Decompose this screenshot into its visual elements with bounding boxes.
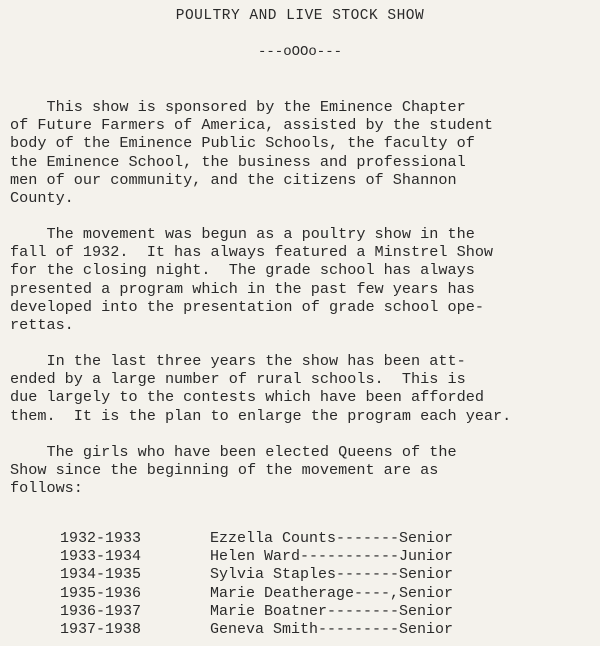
queen-entry: Geneva Smith---------Senior [210,621,454,639]
queen-row [60,585,453,603]
paragraph-history [10,225,595,334]
text-line: the Eminence School, the business and professional [10,152,466,171]
text-line: County. [10,189,74,208]
text-line: In the last three years the show has been att- [10,352,466,370]
text-line: developed into the presentation of grade school ope- [10,297,484,316]
queen-entry: Marie Boatner--------Senior [210,602,454,620]
text-line: body of the Eminence Public Schools, the faculty of [10,134,475,153]
queen-years: 1934-1935 [60,566,142,584]
text-line: for the closing night. The grade school has always [10,261,475,280]
text-line: The movement was begun as a poultry show in the [10,225,475,243]
queen-row [60,566,453,584]
queen-years: 1936-1937 [60,602,142,620]
page-title: POULTRY AND LIVE STOCK SHOW [175,8,425,24]
text-line: them. It is the plan to enlarge the program each year. [10,406,512,425]
queen-entry: Helen Ward-----------Junior [210,548,454,566]
text-line: fall of 1932. It has always featured a Minstrel Show [10,243,494,262]
paragraph-attendance [10,352,595,425]
queen-row [60,548,453,566]
queen-years: 1937-1938 [60,621,142,639]
paragraph-sponsors [10,98,595,207]
queens-list [60,530,453,639]
text-line: ended by a large number of rural schools. This is [10,370,466,389]
text-line: presented a program which in the past few years has [10,279,475,298]
queen-entry: Marie Deatherage----,Senior [210,584,454,602]
queen-row [60,530,453,548]
text-line: follows: [10,479,83,498]
title-divider: ---oOOo--- [257,44,342,60]
queen-row [60,621,453,639]
queen-entry: Sylvia Staples-------Senior [210,566,454,584]
paragraph-queens-intro [10,443,595,498]
text-line: This show is sponsored by the Eminence Chapter [10,98,466,116]
queen-entry: Ezzella Counts-------Senior [210,530,454,547]
text-line: The girls who have been elected Queens of the [10,443,457,461]
queen-years: 1933-1934 [60,548,142,566]
text-line: men of our community, and the citizens of Shannon [10,170,457,189]
text-line: due largely to the contests which have been afforded [10,388,484,407]
text-line: rettas. [10,316,74,335]
text-line: of Future Farmers of America, assisted by the student [10,116,494,135]
queen-row [60,603,453,621]
queen-years: 1932-1933 [60,530,142,547]
queen-years: 1935-1936 [60,584,142,602]
text-line: Show since the beginning of the movement are as [10,461,439,480]
